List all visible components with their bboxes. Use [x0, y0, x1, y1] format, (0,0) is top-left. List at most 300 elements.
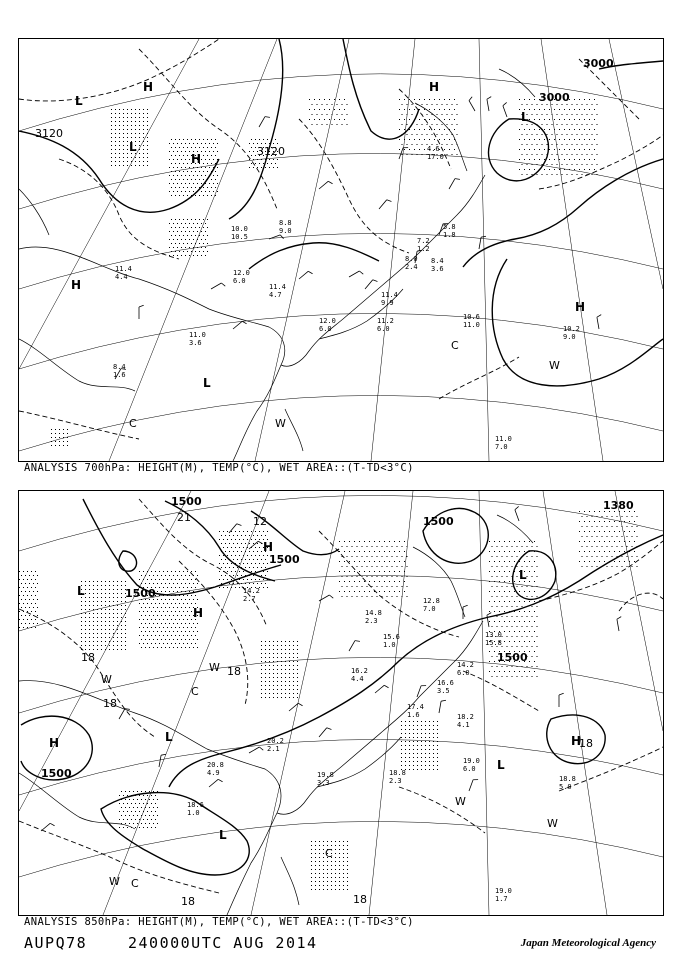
- wet-dot: [509, 541, 510, 542]
- wet-dot: [597, 546, 598, 547]
- wet-dot: [387, 576, 388, 577]
- wet-dot: [409, 769, 410, 770]
- wet-dot: [592, 104, 593, 105]
- wet-dot: [63, 437, 64, 438]
- station-temp: 14.8: [365, 609, 382, 617]
- wet-dot: [141, 823, 142, 824]
- wet-dot: [105, 601, 106, 602]
- wet-dot: [121, 625, 122, 626]
- wet-dot: [602, 526, 603, 527]
- wet-dot: [147, 165, 148, 166]
- wet-dot: [187, 627, 188, 628]
- wet-dot: [119, 137, 120, 138]
- wet-dot: [261, 535, 262, 536]
- wet-dot: [143, 125, 144, 126]
- wet-dot: [181, 239, 182, 240]
- wet-dot: [579, 149, 580, 150]
- wet-dot: [153, 623, 154, 624]
- wet-dot: [421, 757, 422, 758]
- wet-dot: [281, 677, 282, 678]
- wet-dot: [514, 591, 515, 592]
- wet-dot: [405, 741, 406, 742]
- low-pressure-marker: L: [77, 584, 85, 598]
- wet-dot: [497, 566, 498, 567]
- wet-dot: [223, 539, 224, 540]
- wet-dot: [444, 119, 445, 120]
- wet-dot: [519, 601, 520, 602]
- wet-dot: [145, 615, 146, 616]
- wet-dot: [374, 541, 375, 542]
- wet-dot: [171, 155, 172, 156]
- wet-dot: [189, 239, 190, 240]
- wet-dot: [109, 597, 110, 598]
- wet-dot: [183, 219, 184, 220]
- wet-dot: [433, 765, 434, 766]
- wet-dot: [401, 765, 402, 766]
- wet-dot: [524, 641, 525, 642]
- wet-dot: [197, 639, 198, 640]
- wet-dot: [562, 104, 563, 105]
- wet-dot: [193, 143, 194, 144]
- wet-dot: [519, 641, 520, 642]
- wet-dot: [159, 587, 160, 588]
- wet-dot: [634, 521, 635, 522]
- wet-dot: [504, 621, 505, 622]
- wet-dot: [532, 134, 533, 135]
- wet-dot: [334, 109, 335, 110]
- wet-dot: [405, 765, 406, 766]
- wet-dot: [404, 541, 405, 542]
- wet-dot: [89, 609, 90, 610]
- wet-dot: [219, 563, 220, 564]
- wet-dot: [177, 647, 178, 648]
- wet-dot: [145, 623, 146, 624]
- wet-dot: [213, 159, 214, 160]
- wet-dot: [185, 231, 186, 232]
- high-pressure-marker: H: [193, 606, 204, 620]
- wet-dot: [215, 171, 216, 172]
- wet-dot: [23, 587, 24, 588]
- wet-dot: [231, 547, 232, 548]
- wet-dot: [627, 556, 628, 557]
- wet-dot: [637, 516, 638, 517]
- wet-dot: [457, 104, 458, 105]
- wet-dot: [429, 729, 430, 730]
- wet-dot: [379, 591, 380, 592]
- wet-dot: [425, 765, 426, 766]
- station-plot: [495, 887, 512, 903]
- wet-dot: [55, 445, 56, 446]
- wet-dot: [85, 649, 86, 650]
- wind-barb-staff: [319, 181, 328, 189]
- wet-dot: [191, 571, 192, 572]
- wet-dot: [273, 685, 274, 686]
- wet-dot: [169, 599, 170, 600]
- wet-dot: [409, 725, 410, 726]
- wet-dot: [569, 119, 570, 120]
- wet-dot: [139, 157, 140, 158]
- wet-dot: [314, 109, 315, 110]
- wet-dot: [324, 99, 325, 100]
- wet-dot: [522, 586, 523, 587]
- station-plot: [319, 317, 336, 333]
- wet-dot: [449, 99, 450, 100]
- wet-dot: [167, 619, 168, 620]
- wet-dot: [297, 661, 298, 662]
- wet-dot: [105, 581, 106, 582]
- wet-dot: [149, 815, 150, 816]
- wet-dot: [319, 889, 320, 890]
- wet-dot: [205, 255, 206, 256]
- wet-dot: [309, 109, 310, 110]
- wet-dot: [354, 541, 355, 542]
- wet-dot: [139, 129, 140, 130]
- wet-dot: [514, 621, 515, 622]
- wet-dot: [97, 613, 98, 614]
- wet-dot: [265, 689, 266, 690]
- wet-dot: [489, 601, 490, 602]
- wind-barb-feather: [559, 693, 564, 695]
- wet-dot: [544, 149, 545, 150]
- wet-dot: [524, 591, 525, 592]
- wet-dot: [115, 113, 116, 114]
- wet-dot: [143, 157, 144, 158]
- wet-dot: [143, 129, 144, 130]
- wet-dot: [347, 877, 348, 878]
- wet-dot: [169, 631, 170, 632]
- wind-barb-staff: [469, 780, 473, 791]
- wet-dot: [332, 104, 333, 105]
- wet-dot: [537, 676, 538, 677]
- wet-dot: [113, 613, 114, 614]
- wet-dot: [359, 551, 360, 552]
- wet-dot: [507, 646, 508, 647]
- wet-dot: [297, 689, 298, 690]
- wet-dot: [297, 681, 298, 682]
- wet-dot: [281, 665, 282, 666]
- wet-dot: [554, 159, 555, 160]
- wet-dot: [409, 109, 410, 110]
- wet-dot: [624, 561, 625, 562]
- wet-dot: [277, 167, 278, 168]
- wet-dot: [135, 117, 136, 118]
- wet-dot: [173, 615, 174, 616]
- wet-dot: [117, 585, 118, 586]
- wet-dot: [175, 627, 176, 628]
- wet-dot: [173, 183, 174, 184]
- wet-dot: [171, 619, 172, 620]
- wet-dot: [189, 143, 190, 144]
- wet-dot: [147, 161, 148, 162]
- low-pressure-marker: L: [219, 828, 227, 842]
- wet-dot: [189, 223, 190, 224]
- wet-dot: [589, 109, 590, 110]
- wet-dot: [344, 109, 345, 110]
- wet-dot: [25, 575, 26, 576]
- wet-dot: [85, 625, 86, 626]
- wet-dot: [289, 653, 290, 654]
- wet-dot: [529, 109, 530, 110]
- wet-dot: [105, 629, 106, 630]
- wet-dot: [131, 803, 132, 804]
- wet-dot: [179, 195, 180, 196]
- wet-dot: [143, 165, 144, 166]
- wet-dot: [509, 621, 510, 622]
- wet-dot: [121, 597, 122, 598]
- wet-dot: [627, 526, 628, 527]
- wet-dot: [261, 649, 262, 650]
- station-dewpoint-depression: 3.6: [189, 339, 202, 347]
- wet-dot: [215, 147, 216, 148]
- wet-dot: [177, 167, 178, 168]
- wet-dot: [344, 551, 345, 552]
- wet-dot: [127, 819, 128, 820]
- wind-barb-feather: [308, 271, 312, 273]
- wet-dot: [115, 161, 116, 162]
- wet-dot: [159, 571, 160, 572]
- wet-dot: [489, 671, 490, 672]
- wet-dot: [314, 99, 315, 100]
- wet-dot: [529, 591, 530, 592]
- wet-dot: [129, 791, 130, 792]
- wet-dot: [497, 606, 498, 607]
- station-plot: [495, 435, 512, 451]
- wet-dot: [183, 579, 184, 580]
- wet-dot: [155, 795, 156, 796]
- wet-dot: [265, 167, 266, 168]
- wet-dot: [537, 636, 538, 637]
- wet-dot: [251, 155, 252, 156]
- wet-dot: [113, 641, 114, 642]
- wet-dot: [582, 124, 583, 125]
- wet-dot: [203, 251, 204, 252]
- wet-dot: [109, 625, 110, 626]
- wet-dot: [93, 589, 94, 590]
- wet-dot: [424, 149, 425, 150]
- chart-code: AUPQ78: [24, 934, 88, 952]
- wet-dot: [429, 733, 430, 734]
- wet-dot: [185, 191, 186, 192]
- station-dewpoint-depression: 1.0: [383, 641, 396, 649]
- wet-dot: [135, 161, 136, 162]
- wet-dot: [269, 693, 270, 694]
- wet-dot: [582, 556, 583, 557]
- wet-dot: [81, 605, 82, 606]
- wet-dot: [259, 531, 260, 532]
- wet-dot: [179, 643, 180, 644]
- wet-dot: [579, 169, 580, 170]
- wet-dot: [171, 643, 172, 644]
- wet-dot: [89, 649, 90, 650]
- wet-dot: [51, 441, 52, 442]
- wet-dot: [19, 587, 20, 588]
- wet-dot: [494, 571, 495, 572]
- wet-dot: [277, 159, 278, 160]
- wet-dot: [119, 125, 120, 126]
- station-dewpoint-depression: 3.5: [437, 687, 450, 695]
- wet-dot: [622, 536, 623, 537]
- wet-dot: [494, 671, 495, 672]
- wet-dot: [569, 139, 570, 140]
- wet-dot: [219, 571, 220, 572]
- wet-dot: [567, 164, 568, 165]
- wet-dot: [532, 626, 533, 627]
- wet-dot: [253, 151, 254, 152]
- wet-dot: [405, 733, 406, 734]
- wet-dot: [559, 119, 560, 120]
- wet-dot: [394, 561, 395, 562]
- wet-dot: [339, 889, 340, 890]
- wet-dot: [429, 737, 430, 738]
- station-plot: [463, 757, 480, 773]
- wet-dot: [153, 807, 154, 808]
- wet-dot: [141, 799, 142, 800]
- wet-dot: [265, 681, 266, 682]
- wet-dot: [113, 597, 114, 598]
- wet-dot: [183, 603, 184, 604]
- wet-dot: [582, 566, 583, 567]
- wet-dot: [517, 636, 518, 637]
- wet-dot: [237, 583, 238, 584]
- wet-dot: [499, 671, 500, 672]
- wet-dot: [544, 139, 545, 140]
- wet-dot: [189, 599, 190, 600]
- wet-dot: [489, 561, 490, 562]
- wet-dot: [27, 587, 28, 588]
- wet-dot: [113, 649, 114, 650]
- wet-dot: [139, 141, 140, 142]
- wet-dot: [494, 621, 495, 622]
- wet-dot: [113, 625, 114, 626]
- wet-dot: [589, 541, 590, 542]
- contour-labels: [41, 495, 634, 780]
- wet-dot: [532, 546, 533, 547]
- wet-dot: [127, 795, 128, 796]
- wet-dot: [494, 601, 495, 602]
- wet-dot: [319, 845, 320, 846]
- wet-dot: [203, 195, 204, 196]
- wet-dot: [499, 621, 500, 622]
- isotherm-label: 18: [227, 665, 241, 678]
- wet-dot: [424, 109, 425, 110]
- wet-dot: [89, 601, 90, 602]
- wet-dot: [637, 526, 638, 527]
- wet-dot: [119, 141, 120, 142]
- wet-dot: [173, 623, 174, 624]
- station-plot: [269, 283, 286, 299]
- wet-dot: [572, 164, 573, 165]
- wet-dot: [269, 661, 270, 662]
- wet-dot: [111, 157, 112, 158]
- wet-dot: [129, 807, 130, 808]
- wet-dot: [343, 841, 344, 842]
- wind-barb-staff: [597, 317, 599, 329]
- wet-dot: [604, 541, 605, 542]
- wet-dot: [619, 521, 620, 522]
- wet-dot: [354, 581, 355, 582]
- wet-dot: [159, 635, 160, 636]
- wet-dot: [143, 137, 144, 138]
- wet-dot: [311, 845, 312, 846]
- wet-dot: [437, 134, 438, 135]
- wet-dot: [444, 109, 445, 110]
- wet-dot: [331, 889, 332, 890]
- wet-dot: [323, 861, 324, 862]
- wet-dot: [289, 693, 290, 694]
- wet-dot: [344, 99, 345, 100]
- wet-dot: [275, 139, 276, 140]
- wet-dot: [614, 541, 615, 542]
- wet-dot: [349, 561, 350, 562]
- wet-dot: [562, 154, 563, 155]
- wet-dot: [157, 647, 158, 648]
- wet-dot: [165, 639, 166, 640]
- station-dewpoint-depression: 3.6: [431, 265, 444, 273]
- wet-dot: [245, 583, 246, 584]
- wind-barb-staff: [159, 755, 161, 767]
- wet-dot: [447, 134, 448, 135]
- wet-dot: [344, 591, 345, 592]
- wet-dot: [239, 563, 240, 564]
- wet-dot: [277, 661, 278, 662]
- wet-dot: [405, 721, 406, 722]
- wet-dot: [183, 587, 184, 588]
- wet-dot: [123, 141, 124, 142]
- wet-dot: [133, 799, 134, 800]
- wet-dot: [405, 757, 406, 758]
- wet-dot: [489, 621, 490, 622]
- wet-dot: [417, 733, 418, 734]
- wet-dot: [261, 677, 262, 678]
- wet-dot: [261, 665, 262, 666]
- wet-dot: [179, 571, 180, 572]
- wet-dot: [119, 827, 120, 828]
- wet-dot: [147, 113, 148, 114]
- wet-dot: [165, 623, 166, 624]
- wet-dot: [187, 579, 188, 580]
- wet-dot: [189, 631, 190, 632]
- wet-dot: [175, 139, 176, 140]
- wet-dot: [113, 601, 114, 602]
- wet-dot: [401, 721, 402, 722]
- wet-dot: [584, 129, 585, 130]
- wet-dot: [211, 195, 212, 196]
- wet-dot: [105, 589, 106, 590]
- wet-dot: [187, 603, 188, 604]
- wet-dot: [557, 144, 558, 145]
- wet-dot: [422, 124, 423, 125]
- wet-dot: [449, 129, 450, 130]
- wet-dot: [397, 586, 398, 587]
- wet-dot: [589, 119, 590, 120]
- wet-dot: [434, 139, 435, 140]
- wet-dot: [97, 585, 98, 586]
- station-plot: [563, 325, 580, 341]
- wet-dot: [572, 134, 573, 135]
- wet-dot: [239, 587, 240, 588]
- wet-dot: [183, 195, 184, 196]
- wet-dot: [502, 596, 503, 597]
- wet-dot: [93, 633, 94, 634]
- wet-dot: [165, 591, 166, 592]
- wet-dot: [319, 841, 320, 842]
- wet-dot: [145, 807, 146, 808]
- wet-dot: [442, 104, 443, 105]
- wet-dot: [163, 619, 164, 620]
- wet-dot: [319, 873, 320, 874]
- wet-dot: [33, 599, 34, 600]
- wet-dot: [227, 547, 228, 548]
